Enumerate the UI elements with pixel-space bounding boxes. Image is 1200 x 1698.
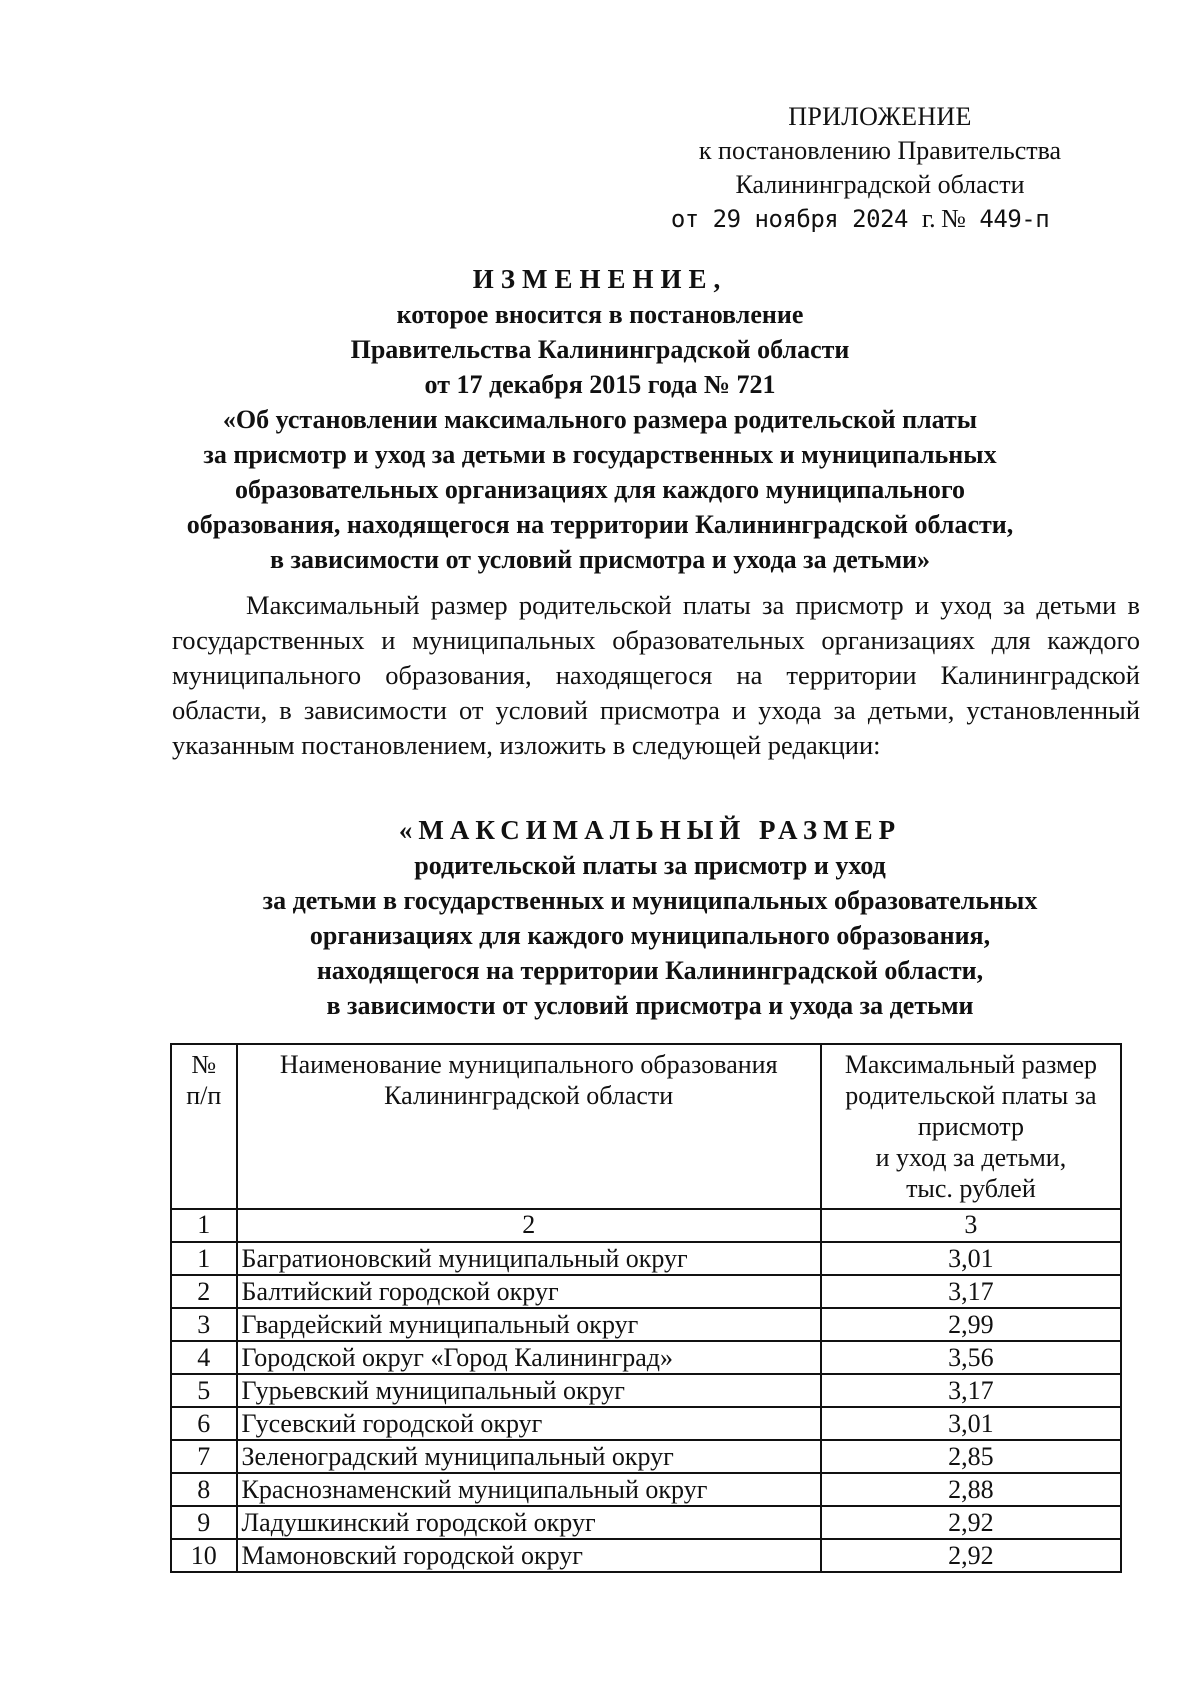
fee-rates-table (170, 1043, 1122, 1573)
amendment-line: «Об установлении максимального размера родительской платы (222, 405, 978, 434)
decree-number: 449-п (979, 205, 1050, 233)
table-title-line: находящегося на территории Калининградской области, (316, 956, 984, 985)
row-max-fee: 2,92 (821, 1539, 1121, 1572)
row-max-fee: 2,88 (821, 1473, 1121, 1506)
row-municipality-name: Краснознаменский муниципальный округ (237, 1473, 821, 1506)
row-municipality-name: Зеленоградский муниципальный округ (237, 1440, 821, 1473)
row-municipality-name: Мамоновский городской округ (237, 1539, 821, 1572)
body-paragraph: Максимальный размер родительской платы за присмотр и уход за детьми в государственных и муниципальных образовательных организациях для каждого муниципального образования, находящегося на территории Калининградской области, в зависимости от условий присмотра и ухода за детьми, установленный указанным постановлением, изложить в следующей редакции: (172, 590, 1140, 760)
appendix-title: ПРИЛОЖЕНИЕ (788, 102, 972, 131)
table-title-line: организациях для каждого муниципального образования, (309, 921, 991, 950)
row-max-fee: 3,01 (821, 1242, 1121, 1275)
amendment-line: которое вносится в постановление (396, 300, 804, 329)
column-index: 2 (237, 1209, 821, 1242)
row-municipality-name: Гурьевский муниципальный округ (237, 1374, 821, 1407)
table-row (171, 1275, 1121, 1308)
row-municipality-name: Гусевский городской округ (237, 1407, 821, 1440)
row-number: 8 (171, 1473, 237, 1506)
header-number-symbol: № (191, 1050, 217, 1079)
column-index: 3 (821, 1209, 1121, 1242)
header-number-abbr: п/п (186, 1081, 222, 1110)
date-prefix: от (670, 205, 699, 233)
table-title-line: за детьми в государственных и муниципальных образовательных (262, 886, 1038, 915)
column-index-row (171, 1209, 1121, 1242)
row-number: 5 (171, 1374, 237, 1407)
header-municipality-line: Калининградской области (384, 1081, 674, 1110)
row-number: 6 (171, 1407, 237, 1440)
date-value: 29 ноября 2024 (712, 205, 908, 233)
table-title-line: в зависимости от условий присмотра и ухода за детьми (326, 991, 974, 1020)
row-municipality-name: Гвардейский муниципальный округ (237, 1308, 821, 1341)
appendix-region-line: Калининградской области (735, 170, 1025, 199)
row-municipality-name: Балтийский городской округ (237, 1275, 821, 1308)
date-number-label: г. № (921, 204, 966, 233)
amendment-line: от 17 декабря 2015 года № 721 (424, 370, 776, 399)
row-number: 4 (171, 1341, 237, 1374)
row-number: 7 (171, 1440, 237, 1473)
row-max-fee: 3,01 (821, 1407, 1121, 1440)
header-municipality (237, 1044, 821, 1209)
amendment-line: образовательных организациях для каждого муниципального (235, 475, 965, 504)
header-max-fee-line: и уход за детьми, (875, 1143, 1067, 1172)
table-row (171, 1407, 1121, 1440)
column-index: 1 (171, 1209, 237, 1242)
header-max-fee-line: родительской платы за (845, 1081, 1097, 1110)
row-max-fee: 2,85 (821, 1440, 1121, 1473)
appendix-reference-line: к постановлению Правительства (698, 136, 1062, 165)
row-max-fee: 2,92 (821, 1506, 1121, 1539)
table-row (171, 1506, 1121, 1539)
table-title (160, 813, 1140, 1023)
row-number: 2 (171, 1275, 237, 1308)
amendment-line: Правительства Калининградской области (350, 335, 850, 364)
table-row (171, 1440, 1121, 1473)
row-number: 10 (171, 1539, 237, 1572)
table-row (171, 1341, 1121, 1374)
row-number: 9 (171, 1506, 237, 1539)
table-title-line: родительской платы за присмотр и уход (414, 851, 886, 880)
header-max-fee-line: Максимальный размер (844, 1050, 1098, 1079)
amendment-line: образования, находящегося на территории Калининградской области, (186, 510, 1014, 539)
table-header-row (171, 1044, 1121, 1209)
header-municipality-line: Наименование муниципального образования (279, 1050, 778, 1079)
amendment-line: в зависимости от условий присмотра и ухода за детьми» (269, 545, 931, 574)
amendment-line: за присмотр и уход за детьми в государственных и муниципальных (203, 440, 997, 469)
row-max-fee: 3,56 (821, 1341, 1121, 1374)
header-max-fee-line: присмотр (917, 1112, 1024, 1141)
amendment-heading: ИЗМЕНЕНИЕ, (472, 264, 728, 294)
table-row (171, 1242, 1121, 1275)
row-number: 3 (171, 1308, 237, 1341)
amendment-title (130, 262, 1070, 577)
header-max-fee-line: тыс. рублей (906, 1174, 1036, 1203)
row-municipality-name: Багратионовский муниципальный округ (237, 1242, 821, 1275)
row-municipality-name: Городской округ «Город Калининград» (237, 1341, 821, 1374)
row-number: 1 (171, 1242, 237, 1275)
row-max-fee: 2,99 (821, 1308, 1121, 1341)
table-row (171, 1473, 1121, 1506)
appendix-date-line (580, 202, 1140, 236)
table-row (171, 1308, 1121, 1341)
table-title-heading: «МАКСИМАЛЬНЫЙ РАЗМЕР (398, 815, 902, 845)
table-row (171, 1539, 1121, 1572)
appendix-header (620, 100, 1140, 236)
header-number (171, 1044, 237, 1209)
row-max-fee: 3,17 (821, 1275, 1121, 1308)
header-max-fee (821, 1044, 1121, 1209)
table-row (171, 1374, 1121, 1407)
row-municipality-name: Ладушкинский городской округ (237, 1506, 821, 1539)
row-max-fee: 3,17 (821, 1374, 1121, 1407)
